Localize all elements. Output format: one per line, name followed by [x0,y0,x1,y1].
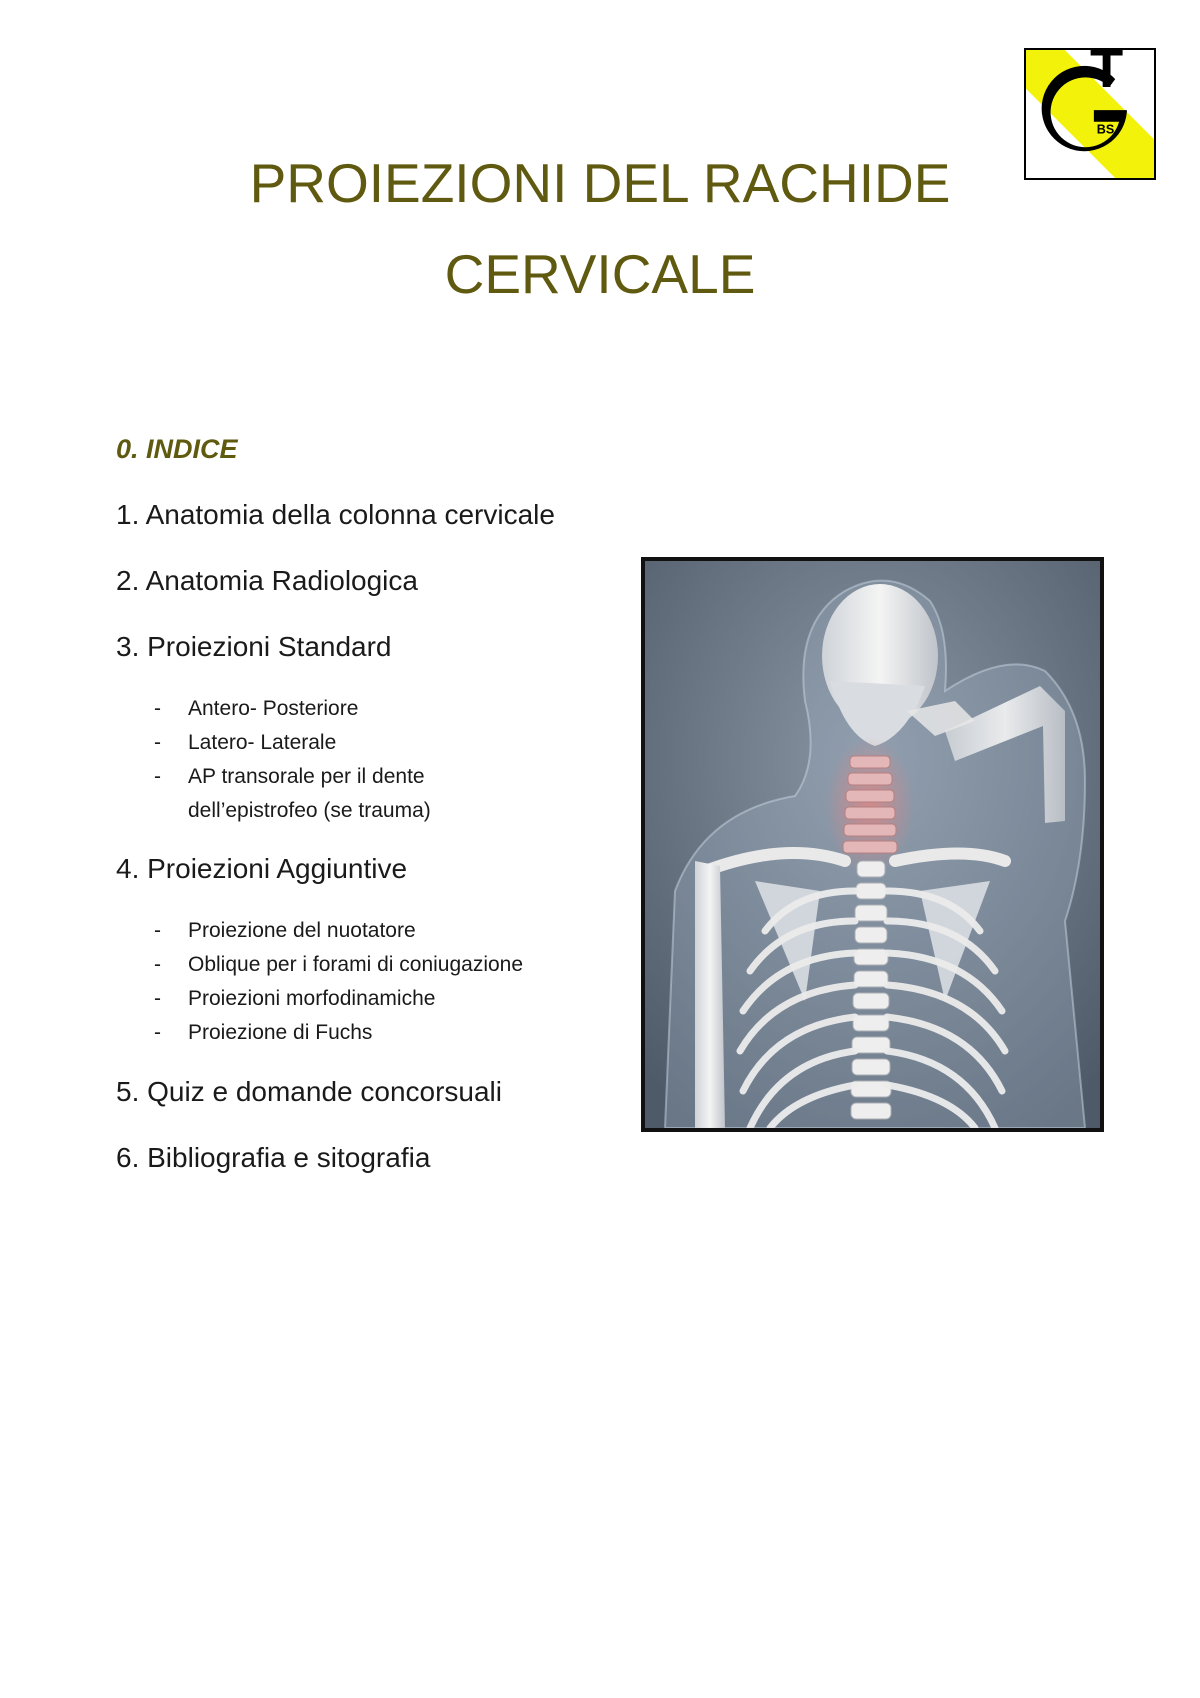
sublist-item-label: Proiezione del nuotatore [188,919,416,942]
skeleton-neck-illustration-icon [645,561,1100,1128]
sublist-item [150,1016,523,1050]
logo-sub-letters: BS [1096,122,1115,137]
index-item-6: 6. Bibliografia e sitografia [116,1142,431,1173]
index-item-4: 4. Proiezioni Aggiuntive [116,853,408,884]
index-heading: 0. INDICE [116,434,238,464]
sublist-item [150,948,523,982]
index-item-2: 2. Anatomia Radiologica [116,565,418,596]
index-item-1: 1. Anatomia della colonna cervicale [116,499,555,530]
sublist-item [150,914,523,948]
bullet-dash: - [154,731,161,754]
bullet-dash: - [154,919,161,942]
sublist-item-label: dell’epistrofeo (se trauma) [188,799,431,822]
sublist-item-continuation [150,794,431,828]
page-title-line-2: CERVICALE [444,243,756,305]
index-item-5: 5. Quiz e domande concorsuali [116,1076,502,1107]
skeleton-illustration [641,557,1104,1132]
bullet-dash: - [154,765,161,788]
sublist-item [150,692,431,726]
sublist-item [150,982,523,1016]
sublist-item [150,760,431,794]
logo-letter-t: T [1090,50,1124,99]
page-title-line-1: PROIEZIONI DEL RACHIDE [249,152,951,214]
sublist-item-label: Proiezioni morfodinamiche [188,987,436,1010]
sublist-item-label: AP transorale per il dente [188,765,425,788]
sublist-item [150,726,431,760]
sublist-item-label: Proiezione di Fuchs [188,1021,373,1044]
bullet-dash: - [154,1021,161,1044]
sublist-item-label: Oblique per i forami di coniugazione [188,953,524,976]
sublist-item-label: Antero- Posteriore [188,697,359,720]
sublist-proiezioni-standard [150,692,431,828]
bullet-dash: - [154,953,161,976]
bullet-dash: - [154,987,161,1010]
sublist-item-label: Latero- Laterale [188,731,337,754]
bullet-dash: - [154,697,161,720]
sublist-proiezioni-aggiuntive [150,914,523,1050]
index-item-3: 3. Proiezioni Standard [116,631,392,662]
